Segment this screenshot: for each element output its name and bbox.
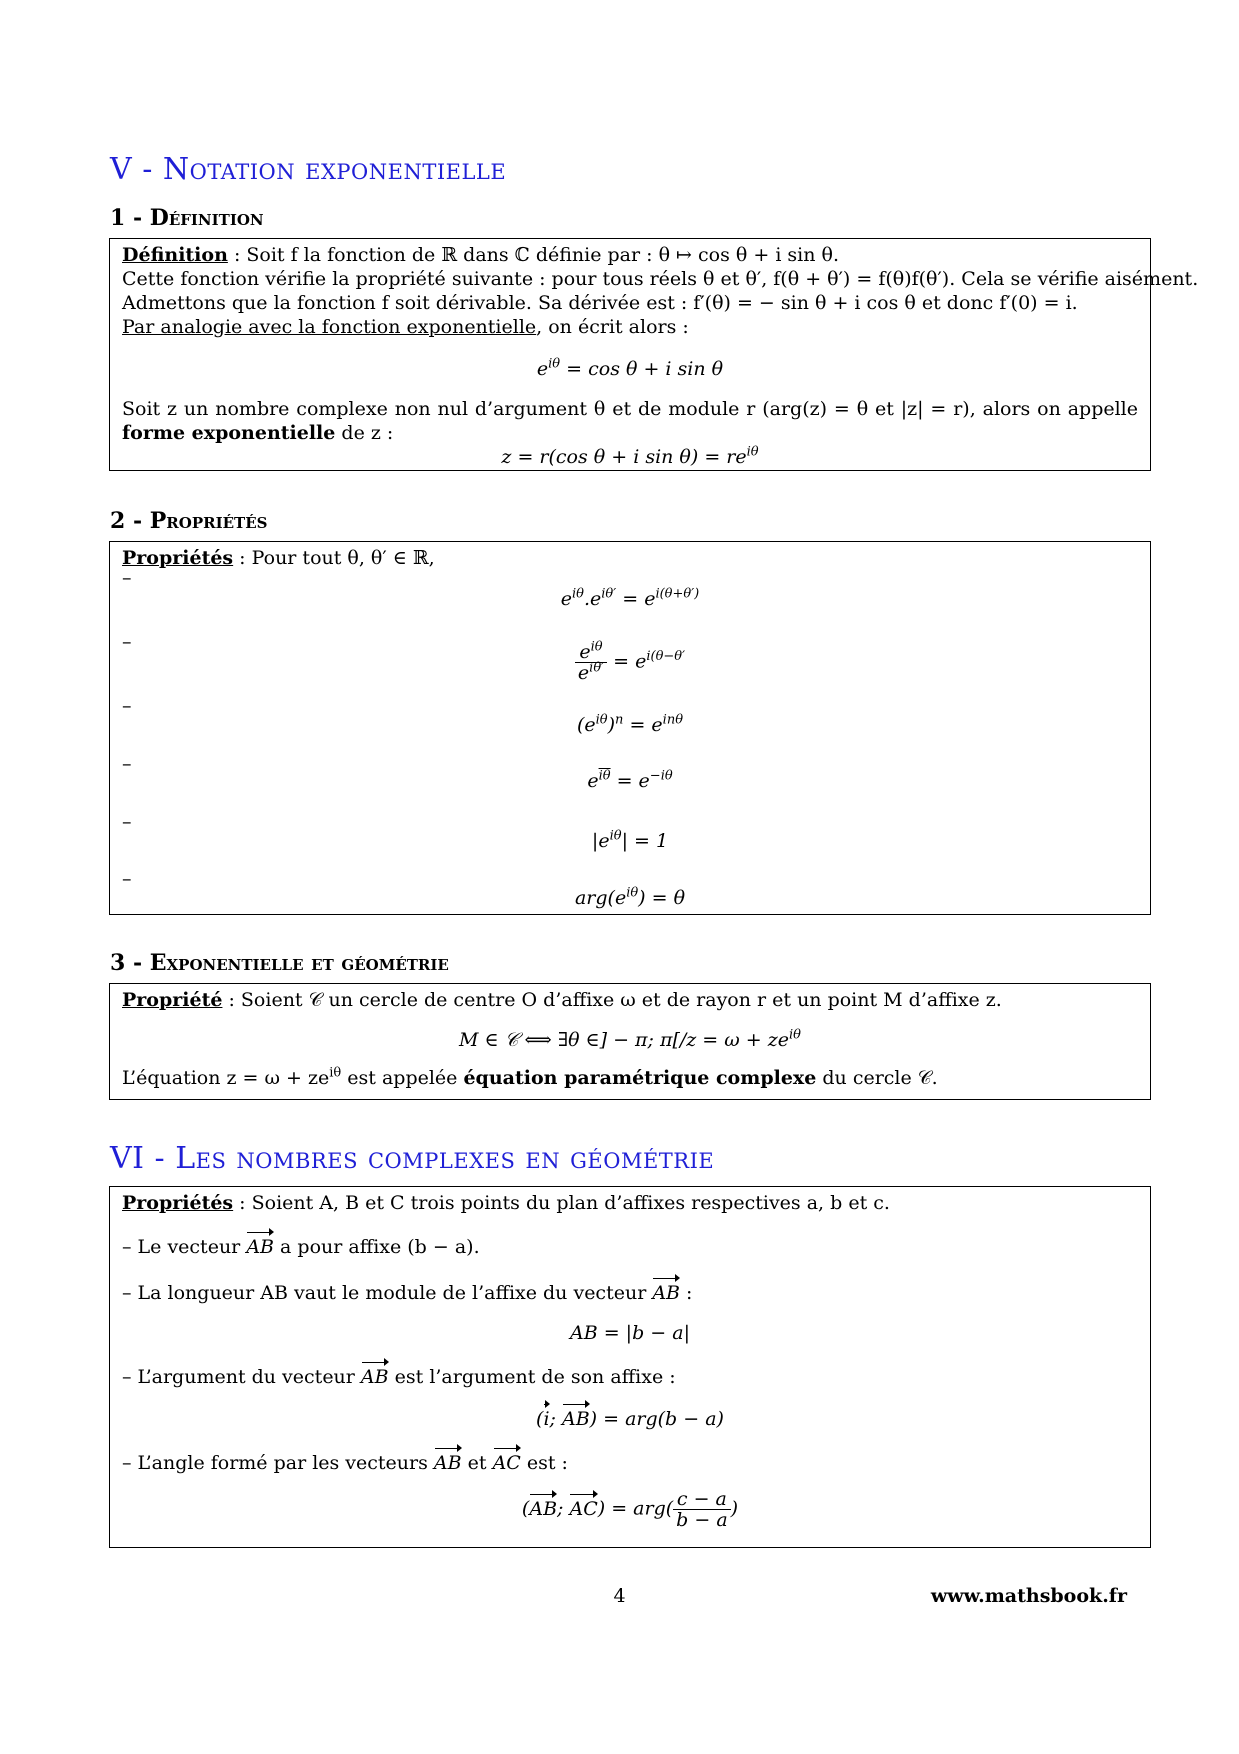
list-item-argument: – L’argument du vecteur AB est l’argument de son affixe : <box>122 1366 676 1388</box>
list-dash: – <box>122 631 132 653</box>
list-dash: – <box>122 753 132 775</box>
section-title: V - Notation exponentielle <box>110 152 507 187</box>
definition-box <box>109 238 1199 471</box>
circle-equation: M ∈ 𝒞 ⟺ ∃θ ∈] − π; $\pi[/z = \omega + ze^{i\theta}$ <box>459 1027 801 1051</box>
analogy-rest: , on écrit alors : <box>536 316 689 338</box>
property-quotient: $\frac{e^{i\theta}}{e^{i\theta'}}$ = $e^{i(\theta-\theta'}$ <box>110 642 1150 683</box>
list-dash: – <box>122 868 132 890</box>
argument-equation: (i; AB) = arg(b − a) <box>536 1408 724 1430</box>
circle-property-text: : Soient 𝒞 un cercle de centre O d’affixe ω et de rayon r et un point M d’affixe z. <box>222 989 1002 1011</box>
site-url[interactable]: www.mathsbook.fr <box>930 1585 1127 1607</box>
angle-equation: (AB; AC) = arg( $\frac{c - a}{b - a}$ ) <box>521 1488 739 1531</box>
list-dash: – <box>122 811 132 833</box>
definition-line1: : Soit f la fonction de ℝ dans ℂ définie par : θ ↦ cos θ + i sin θ. <box>227 244 840 266</box>
list-dash: – <box>122 695 132 717</box>
section-title: VI - Les nombres complexes en géométrie <box>110 1141 715 1176</box>
definition-line2: Cette fonction vérifie la propriété suivante : pour tous réels θ et θ′, f(θ + θ′) = f(θ)f(θ′). Cela se vérifie aisément. <box>122 268 1199 290</box>
circle-property-box <box>109 983 1151 1100</box>
properties-box <box>109 541 1151 915</box>
length-equation: AB = |b − a| <box>570 1322 690 1344</box>
definition-label: Définition <box>122 244 228 266</box>
parametric-equation-text: L’équation $z = \omega + ze^{i\theta}$ est appelée équation paramétrique complexe du cercle 𝒞. <box>122 1065 938 1089</box>
subsection-title-properties: 2 - Propriétés <box>110 508 268 534</box>
page-number: 4 <box>613 1585 626 1607</box>
property-argument: $arg(e^{i\theta}) = \theta$ <box>574 885 686 909</box>
circle-property-label: Propriété <box>122 989 223 1011</box>
geometry-properties-intro: : Soient A, B et C trois points du plan d’affixes respectives a, b et c. <box>233 1192 890 1214</box>
property-modulus: $|e^{i\theta}| = 1$ <box>591 828 669 852</box>
list-item-angle: – L’angle formé par les vecteurs AB et AC est : <box>122 1452 568 1474</box>
list-item-length: – La longueur AB vaut le module de l’affixe du vecteur AB : <box>122 1282 693 1304</box>
list-dash: – <box>122 567 132 589</box>
list-item-vector-affix: – Le vecteur AB a pour affixe (b − a). <box>122 1236 480 1258</box>
subsection-title-definition: 1 - Définition <box>110 205 264 231</box>
exp-definition-equation: $e^{i\theta} = \cos \theta + i$ sin θ <box>536 356 724 380</box>
property-conjugate: $e^{\overline{i\theta}} = e^{-i\theta}$ <box>587 768 673 792</box>
exponential-form-text: Soit z un nombre complexe non nul d’argument θ et de module r (arg(z) = θ et |z| = r), alors on appelle forme exponentielle de z : <box>122 398 1138 444</box>
geometry-properties-box <box>109 1186 1151 1548</box>
subsection-title-geometry: 3 - Exponentielle et géométrie <box>110 950 449 976</box>
properties-label: Propriétés <box>122 547 234 569</box>
exponential-form-equation: z = r(cos θ + i $\sin \theta) = re^{i\theta}$ <box>501 444 759 468</box>
properties-intro: : Pour tout θ, θ′ ∈ ℝ, <box>233 547 435 569</box>
analogy-text: Par analogie avec la fonction exponentielle <box>122 316 537 338</box>
property-product: $e^{i\theta}.e^{i\theta'} = e^{i(\theta+\theta')}$ <box>560 586 700 610</box>
property-power: $(e^{i\theta})^n = e^{in\theta}$ <box>576 712 684 736</box>
geometry-properties-label: Propriétés <box>122 1192 234 1214</box>
definition-line3: Admettons que la fonction f soit dérivable. Sa dérivée est : f′(θ) = − sin θ + i cos θ et donc f′(0) = i. <box>122 292 1078 314</box>
